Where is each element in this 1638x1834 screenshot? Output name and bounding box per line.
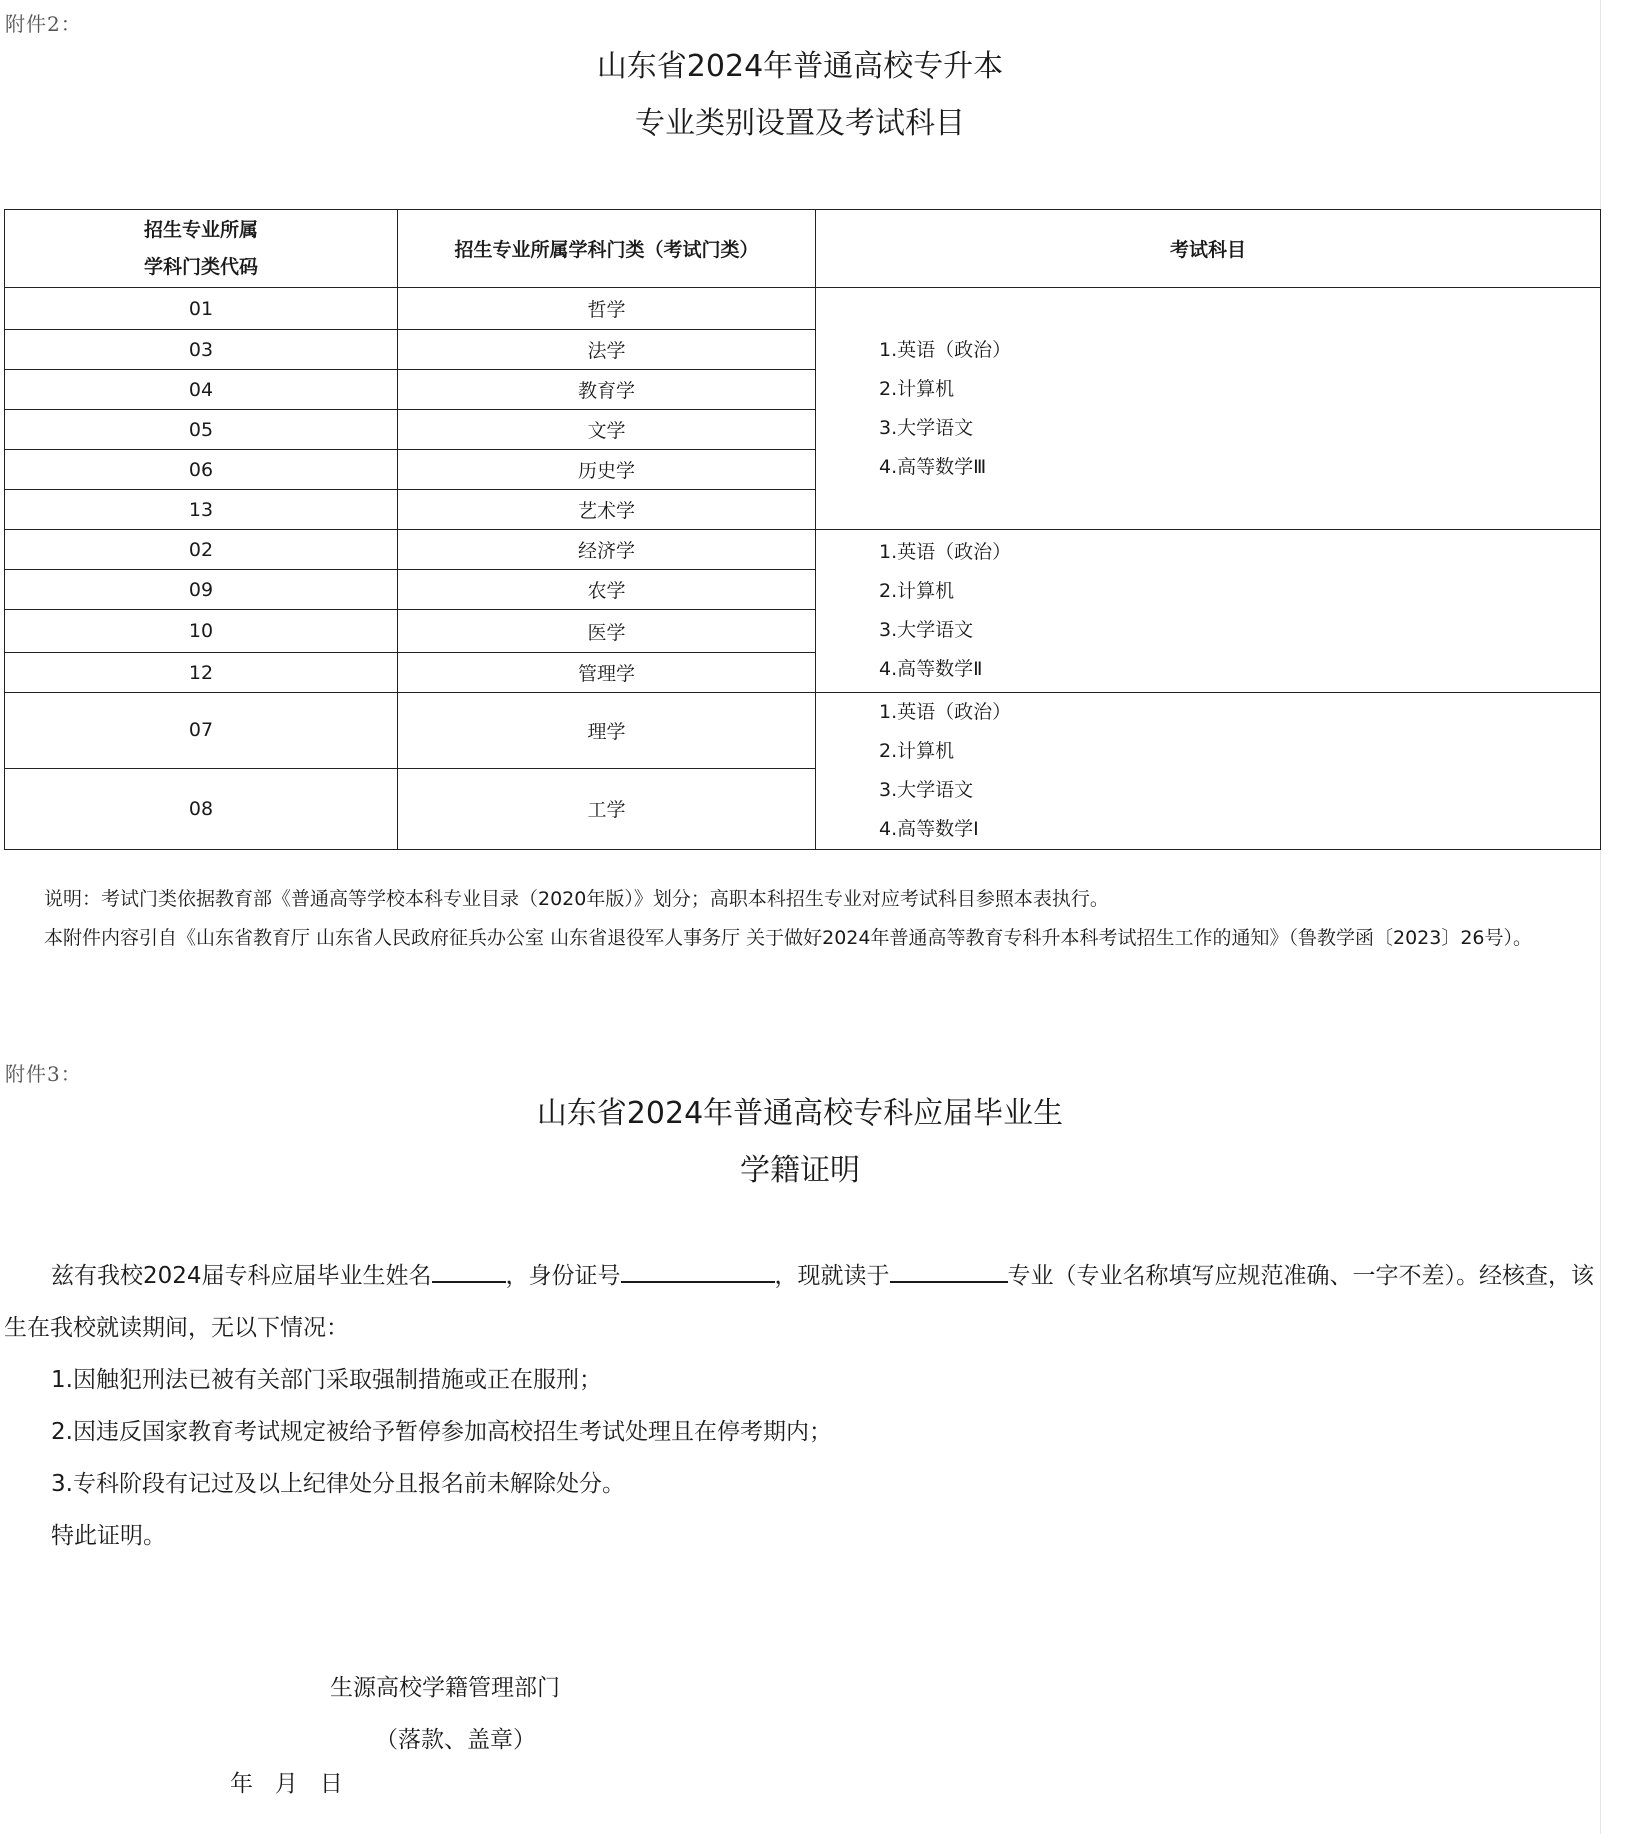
attachment-2-title-line1: 山东省2024年普通高校专升本	[596, 49, 1004, 84]
statement-part-4: 专业（专业名称填写应规范准确、一字不差）。经核查，该生在我校就读期间，无以下情况：	[4, 1263, 1595, 1341]
statement-part-1: 兹有我校2024届专科应届毕业生姓名	[51, 1263, 432, 1289]
table-row	[5, 288, 1601, 330]
category-cell: 艺术学	[398, 490, 816, 530]
statement-part-2: ，身份证号	[505, 1263, 621, 1289]
exam-subjects-group-2	[816, 530, 1601, 693]
code-cell: 07	[5, 693, 398, 769]
code-cell: 03	[5, 330, 398, 370]
category-cell: 理学	[398, 693, 816, 769]
note-source: 本附件内容引自《山东省教育厅 山东省人民政府征兵办公室 山东省退役军人事务厅 关于做好2024年普通高等教育专科升本科考试招生工作的通知》（鲁教学函〔2023〕26号）。	[44, 927, 1533, 949]
attachment-2-label: 附件2：	[5, 12, 82, 36]
category-cell: 法学	[398, 330, 816, 370]
signature-department: 生源高校学籍管理部门	[330, 1675, 560, 1701]
code-cell: 12	[5, 653, 398, 693]
attachment-2-title-line2: 专业类别设置及考试科目	[635, 106, 965, 141]
exam-item: 3.大学语文	[879, 779, 974, 801]
major-blank	[890, 1259, 1008, 1283]
category-cell: 工学	[398, 768, 816, 849]
exam-item: 2.计算机	[879, 740, 955, 762]
exam-item: 1.英语（政治）	[879, 701, 1012, 723]
exam-item: 2.计算机	[879, 580, 955, 602]
attachment-3-label: 附件3：	[5, 1062, 82, 1086]
category-cell: 哲学	[398, 288, 816, 330]
code-cell: 10	[5, 610, 398, 653]
code-cell: 06	[5, 450, 398, 490]
statement-part-3: ，现就读于	[774, 1263, 890, 1289]
category-cell: 经济学	[398, 530, 816, 570]
signature-stamp: （落款、盖章）	[375, 1727, 536, 1753]
header-category: 招生专业所属学科门类（考试门类）	[398, 210, 816, 288]
closing-text: 特此证明。	[51, 1523, 166, 1549]
table-header-row	[5, 210, 1601, 288]
code-cell: 02	[5, 530, 398, 570]
category-cell: 文学	[398, 410, 816, 450]
exam-item: 3.大学语文	[879, 416, 974, 439]
header-exam: 考试科目	[816, 210, 1601, 288]
code-cell: 13	[5, 490, 398, 530]
category-cell: 历史学	[398, 450, 816, 490]
certificate-body	[4, 1250, 1600, 1562]
exam-subject-table	[4, 209, 1601, 850]
header-code-line2: 学科门类代码	[143, 255, 258, 278]
exam-item: 4.高等数学Ⅱ	[879, 658, 983, 680]
exam-item: 4.高等数学Ⅰ	[879, 818, 979, 840]
code-cell: 08	[5, 768, 398, 849]
certificate-statement	[4, 1250, 1600, 1354]
exam-subjects-group-1	[816, 288, 1601, 530]
table-row	[5, 530, 1601, 570]
code-cell: 01	[5, 288, 398, 330]
attachment-3-title-line1: 山东省2024年普通高校专科应届毕业生	[536, 1096, 1064, 1131]
signature-date: 年 月 日	[230, 1771, 343, 1797]
exam-item: 4.高等数学Ⅲ	[879, 455, 987, 478]
category-cell: 医学	[398, 610, 816, 653]
condition-item: 2.因违反国家教育考试规定被给予暂停参加高校招生考试处理且在停考期内；	[51, 1419, 832, 1445]
header-code	[5, 210, 398, 288]
exam-item: 1.英语（政治）	[879, 541, 1012, 563]
header-code-line1: 招生专业所属	[143, 218, 258, 241]
condition-item: 1.因触犯刑法已被有关部门采取强制措施或正在服刑；	[51, 1367, 602, 1393]
category-cell: 教育学	[398, 370, 816, 410]
condition-item: 3.专科阶段有记过及以上纪律处分且报名前未解除处分。	[51, 1471, 625, 1497]
attachment-3-title-line2: 学籍证明	[740, 1153, 860, 1188]
category-cell: 管理学	[398, 653, 816, 693]
code-cell: 05	[5, 410, 398, 450]
exam-subjects-group-3	[816, 693, 1601, 850]
exam-item: 3.大学语文	[879, 619, 974, 641]
attachment-2-notes	[4, 880, 1600, 958]
exam-item: 2.计算机	[879, 377, 955, 400]
note-explanation: 说明：考试门类依据教育部《普通高等学校本科专业目录（2020年版）》划分；高职本科招生专业对应考试科目参照本表执行。	[44, 888, 1109, 910]
code-cell: 09	[5, 570, 398, 610]
table-row	[5, 693, 1601, 769]
id-number-blank	[621, 1259, 775, 1283]
code-cell: 04	[5, 370, 398, 410]
exam-item: 1.英语（政治）	[879, 338, 1012, 361]
category-cell: 农学	[398, 570, 816, 610]
name-blank	[432, 1259, 506, 1283]
